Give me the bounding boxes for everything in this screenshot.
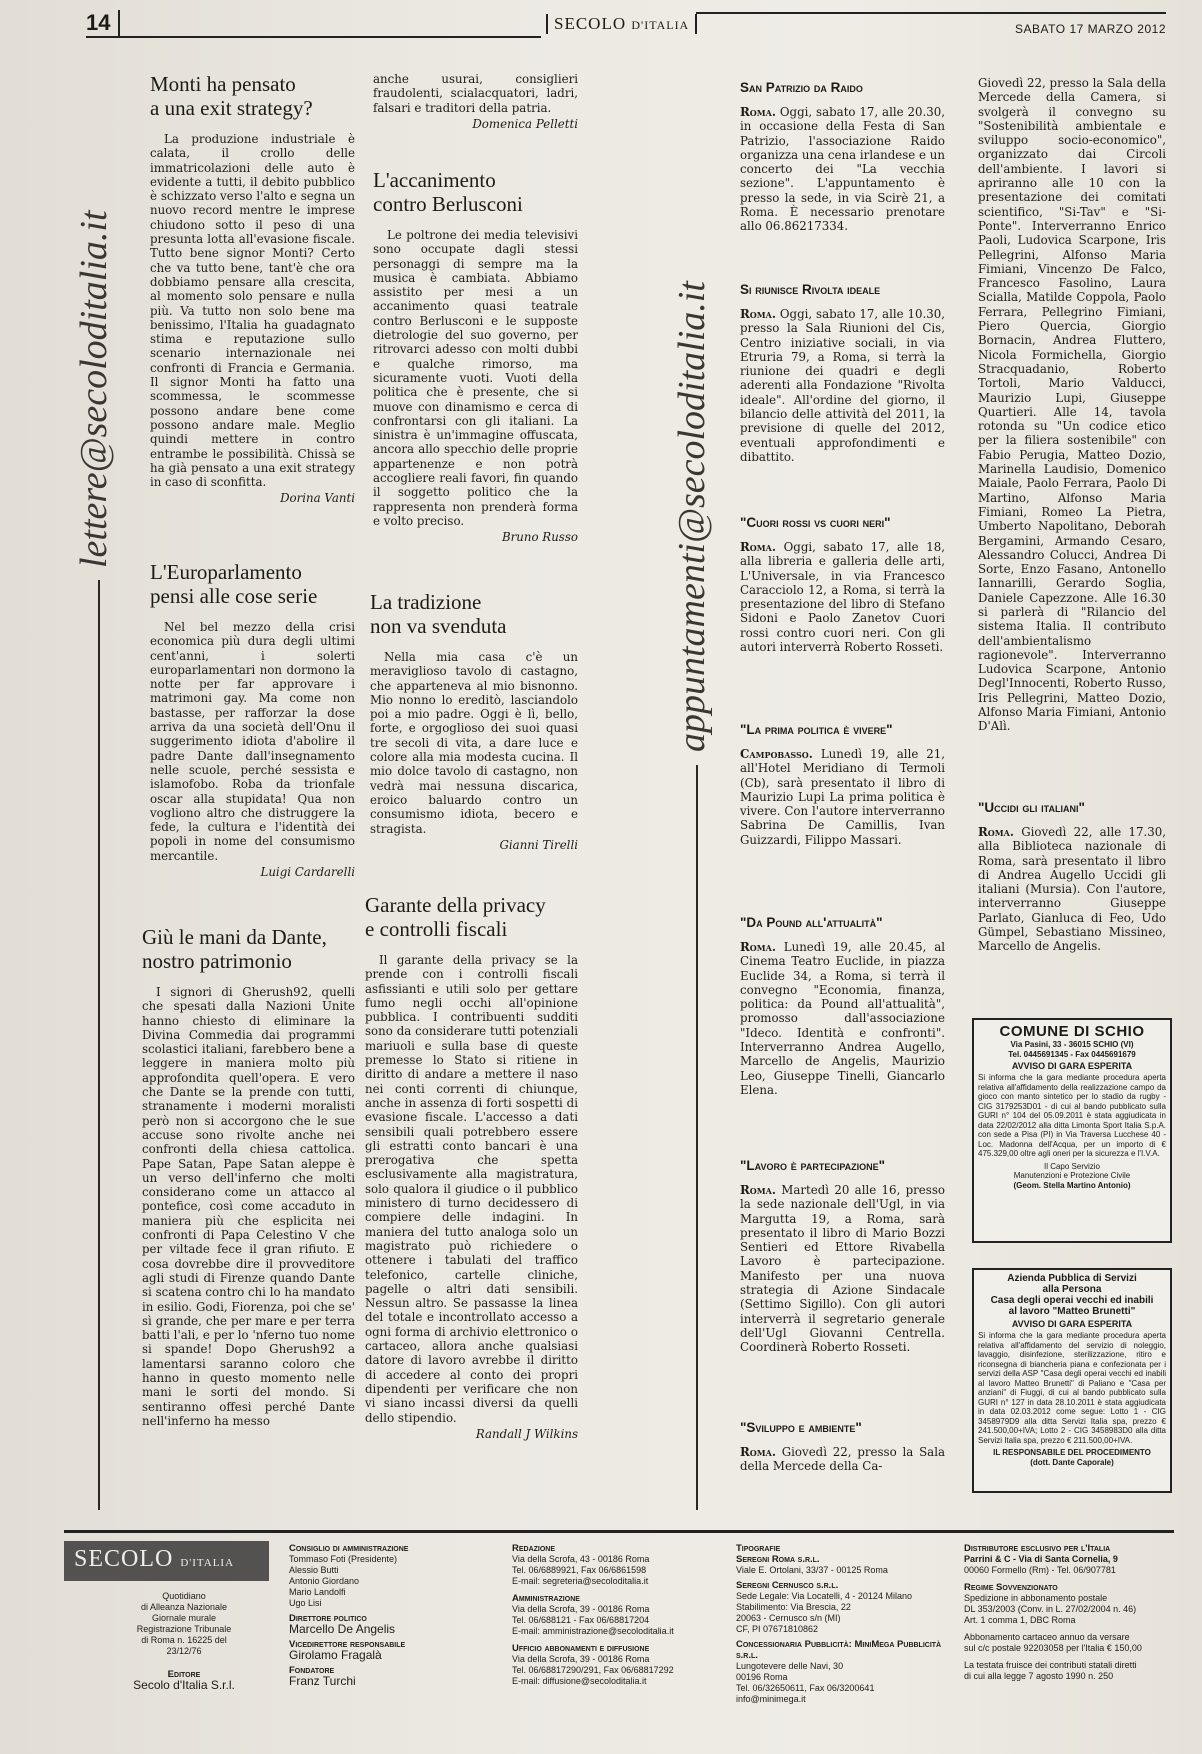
event-title: "Lavoro è partecipazione" [740, 1158, 886, 1173]
ad-body: Si informa che la gara mediante procedura aperta relativa all'affidamento della realizzazione campo da gioco con manto sintetico per lo stadio da rugby - CIG 3179253D01 - di cui al bando pubblicato sulla GURI n° 104 del 05.09.2011 è stata aggiudicata in data 22/02/2012 alla ditta Limonta Sport Italia S.p.A. con sede a Pisa (PI) in Via Traversa Lucchese 40 - Loc. Madonna dell'Acqua, per un importo di € 475.329,00 oltre agli oneri per la sicurezza e l'I.V.A. [978, 1073, 1166, 1158]
article-body: La produzione industriale è calata, il crollo delle immatricolazioni delle auto è evidente a tutti, il debito pubblico è schizzato verso l'alto e segna un nuovo record mentre le imprese chiudono sotto il peso di una presunta lotta all'evasione fiscale. Tutto bene signor Monti? Certo che va tutto bene, tant'è che ora dobbiamo pensare alla crescita, al momento solo pensare e nulla più. Va tutto non solo bene ma benissimo, l'Italia ha guadagnato stima e reputazione sullo scenario internazionale nei confronti di Francia e Germania. Il signor Monti ha fatto una scommessa, le scommesse possono andare bene come possono andare male. Meglio quindi mettere in contro entrambe le possibilità. Chissà se ha già pensato a una exit strategy in caso di sconfitta. [150, 132, 355, 490]
event-city: Roma. [740, 307, 776, 321]
article-title: La tradizione non va svenduta [370, 590, 507, 638]
article-signature: Bruno Russo [501, 530, 578, 545]
header-rule-left [116, 36, 541, 38]
ad-comune-schio [972, 1018, 1172, 1243]
events-email-banner: appuntamenti@secoloditalia.it [671, 281, 713, 752]
event-body: Giovedì 22, alle 17.30, alla Biblioteca nazionale di Roma, sarà presentato il libro di Andrea Augello Uccidi gli italiani (Mursia). Con l'autore, interverranno Giuseppe Parlato, Gianluca di Feo, Udo Gümpel, Sebastiano Missineo, Marcello de Angelis. [978, 825, 1166, 954]
event-item [740, 515, 945, 654]
ad-address: Via Pasini, 33 - 36015 SCHIO (VI) [1010, 1040, 1134, 1049]
ad-casa-brunetti [972, 1268, 1172, 1493]
letters-rule [98, 580, 100, 1510]
article-title: Monti ha pensato a una exit strategy? [150, 72, 313, 120]
ad-sign: Il Capo Servizio [1043, 1161, 1101, 1171]
event-city: Campobasso. [740, 747, 813, 761]
event-body: Lunedì 19, alle 20.45, al Cinema Teatro Euclide, in piazza Euclide 34, a Roma, si terrà il convegno "Economia, finanza, politica: da Pound all'attualità", promosso dall'associazione "Ideco. Identità e confronti". Interverranno Andrea Augello, Marcello de Angelis, Maurizio Leo, Giuseppe Tinelli, Giancarlo Elena. [740, 940, 945, 1097]
ad-phone: Tel. 0445691345 - Fax 0445691679 [1008, 1049, 1136, 1059]
ad-title: alla Persona [1042, 1284, 1102, 1295]
ad-title: al lavoro "Matteo Brunetti" [1008, 1306, 1136, 1317]
article-title: L'accanimento contro Berlusconi [373, 168, 523, 216]
ad-sign: IL RESPONSABILE DEL PROCEDIMENTO [993, 1448, 1151, 1457]
ad-subtitle: AVVISO DI GARA ESPERITA [1011, 1319, 1133, 1329]
event-item-continued [978, 76, 1166, 774]
event-item [740, 915, 945, 1097]
article-signature: Dorina Vanti [280, 491, 355, 506]
event-body: Lunedì 19, alle 21, all'Hotel Meridiano di Termoli (Cb), sarà presentato il libro di Maurizio Lupi La prima politica è vivere. Con l'autore interverranno Sabrina De Camillis, Ivan Guizzardi, Filippo Massari. [740, 747, 946, 847]
event-item [740, 80, 945, 234]
issue-date: SABATO 17 MARZO 2012 [1015, 22, 1166, 36]
event-item [740, 282, 945, 464]
footer-board: Consiglio di amministrazione Tommaso Foti (Presidente) Alessio Butti Antonio Giordano Mario Landolfi Ugo Lisi Direttore politico Marcello De Angelis Vicedirettore responsabile Girolamo Fragalà Fondatore Franz Turchi [289, 1543, 409, 1688]
event-item [740, 1420, 945, 1488]
event-city: Roma. [740, 1445, 776, 1459]
event-body: Oggi, sabato 17, alle 10.30, presso la Sala Riunioni del Cis, Centro iniziative sociali, in via Etruria 79, a Roma, si terrà la riunione dei quadri e degli aderenti alla Fondazione "Rivolta ideale". All'ordine del giorno, il bilancio delle attività del 2011, la previsione di quelle del 2012, eventuali approfondimenti e dibattito. [740, 307, 946, 464]
article-title: L'Europarlamento pensi alle cose serie [150, 560, 318, 608]
article-signature: Gianni Tirelli [499, 837, 578, 852]
article-signature: Luigi Cardarelli [260, 865, 355, 880]
events-rule [696, 765, 698, 1510]
event-body: Oggi, sabato 17, alle 20.30, in occasione della Festa di San Patrizio, l'associazione Raido organizza una cena irlandese e un concerto dei "La vecchia sezione". L'appuntamento è presso la sede, in via Scirè 21, a Roma. È necessario prenotare allo 06.86217334. [740, 105, 946, 234]
article-body: I signori di Gherush92, quelli che spesati dalla Nazioni Unite hanno chiesto di eliminare la Divina Commedia dai programmi scolastici italiani, farebbero bene a leggere in maniera molto più approfondita quell'opera. E vero che Dante se la prende con tutti, stranamente i moderni moralisti però non si accorgono che le sue accuse sono rivolte anche nei confronti della chiesa cattolica. Pape Satan, Pape Satan aleppe è un verso dell'inferno che molti considerano come un attacco al pontefice, così come accaduto in maniera più che esplicita nei confronti di Papa Celestino V che per viltade fece il gran rifiuto. E cosa dovrebbe dire il provveditore agli studi di Firenze quando Dante si scatena contro chi lo ha mandato in esilio. Godi, Fiorenza, poi che se' sì grande, che per mare e per terra batti l'ali, e per lo 'nferno tuo nome si spande! Dopo Gherush92 a lamentarsi saranno coloro che hanno in questo momento nelle mani le sorti del mondo. Si sentiranno offesi perché Dante nell'inferno ha messo [142, 985, 355, 1428]
article-usurai [373, 72, 578, 131]
article-title: Giù le mani da Dante, nostro patrimonio [142, 925, 327, 973]
article-body: anche usurai, consiglieri fraudolenti, scialacquatori, ladri, falsari e traditori della patria. [373, 72, 578, 115]
ad-title: Azienda Pubblica di Servizi [1007, 1273, 1137, 1284]
ad-subtitle: AVVISO DI GARA ESPERITA [1011, 1061, 1133, 1071]
letters-email-banner: lettere@secoloditalia.it [73, 210, 115, 568]
article-body: Nella mia casa c'è un meraviglioso tavolo di castagno, che apparteneva al mio bisnonno. Mio nonno lo ereditò, lasciandolo poi a mio padre. Oggi è lì, bello, forte, e orgoglioso dei suoi quasi tre secoli di vita, a dare luce e colore alla mia modesta cucina. Il mio dolce tavolo di castagno, non vedrà mai nessuna discarica, eroico baluardo contro un consumismo idiota, becero e stragista. [370, 650, 578, 836]
event-city: Roma. [740, 940, 776, 954]
event-item [740, 1158, 945, 1355]
event-city: Roma. [740, 105, 776, 119]
ad-title: Casa degli operai vecchi ed inabili [990, 1295, 1154, 1306]
event-title: "La prima politica è vivere" [740, 722, 893, 737]
ad-sign: (dott. Dante Caporale) [1030, 1457, 1114, 1467]
article-berlusconi [373, 168, 578, 545]
article-privacy [365, 893, 578, 1441]
article-body: Le poltrone dei media televisivi sono occupate dagli stessi personaggi di sempre ma la musica è cambiata. Abbiamo assistito per mesi a un accanimento quasi teatrale contro Berlusconi e le supposte dietrologie del suo governo, per ritrovarci adesso con molti dubbi e qualche rimorso, ma sicuramente vuoti. Vuoti della politica che è presente, che si muove con dinamismo e cerca di confrontarsi con gli italiani. La sinistra è un'immagine offuscata, ancora allo specchio delle proprie appartenenze e non potrà accogliere reali favori, fin quando il soggetto politico che la rappresenta non prenderà forma e volto preciso. [373, 228, 578, 528]
ad-sign: Manutenzioni e Protezione Civile [1013, 1171, 1131, 1180]
event-title: "Uccidi gli italiani" [978, 800, 1085, 815]
article-tradizione [370, 590, 578, 852]
article-signature: Randall J Wilkins [475, 1426, 578, 1441]
footer-distribution: Distributore esclusivo per l'Italia Parrini & C - Via di Santa Cornelia, 9 00060 Formello (Rm) - Tel. 06/907781 Regime Sovvenzionato Spedizione in abbonamento postale DL 353/2003 (Conv. in L. 27/02/2004 n. 46) Art. 1 comma 1, DBC Roma Abbonamento cartaceo annuo da versare sul c/c postale 92203058 per l'Italia € 150,00 La testata fruisce dei contributi statali diretti di cui alla legge 7 agosto 1990 n. 250 [964, 1543, 1142, 1681]
article-signature: Domenica Pelletti [472, 116, 578, 131]
event-item [978, 800, 1166, 954]
footer-printers: Tipografie Seregni Roma s.r.l. Viale E. Ortolani, 33/37 - 00125 Roma Seregni Cernusco s.r.l. Sede Legale: Via Locatelli, 4 - 20124 Milano Stabilimento: Via Brescia, 22 20063 - Cernusco s/n (MI) CF, PI 07671810862 Concessionaria Pubblicità: MiniMega Pubblicità s.r.l. Lungotevere delle Navi, 30 00196 Roma Tel. 06/32650611, Fax 06/3200641 info@minimega.it [736, 1543, 942, 1704]
article-body: Il garante della privacy se la prende con i controlli fiscali asfissianti e utili solo per gettare fumo negli occhi all'opinione pubblica. I contribuenti sudditi sono da considerare tutti potenziali mariuoli e sulla base di queste premesse lo Stato si ritiene in diritto di andare a mettere il naso nei conti correnti di chiunque, anche in assenza di forti sospetti di evasione fiscale. L'accesso a dati sensibili quali potrebbero essere gli estratti conto bancari è una prerogativa che spetta esclusivamente alla magistratura, solo qualora il giudice o il pubblico ministero di turno decidessero di compiere delle indagini. In maniera del tutto analoga solo un magistrato può richiedere o ottenere i tabulati del traffico telefonico, cartelle cliniche, pagelle o altri dati sensibili. Nessun altro. Se passasse la linea del totale e incontrollato accesso a ogni forma di archivio elettronico o cartaceo, allora anche qualsiasi datore di lavoro avrebbe il diritto di accedere al conto dei propri dipendenti per verificare che non vi siano incassi diversi da quelli dello stipendio. [365, 953, 578, 1425]
page-number: 14 [86, 10, 120, 38]
ad-sign: (Geom. Stella Martino Antonio) [1013, 1180, 1131, 1190]
page-header [86, 10, 1166, 38]
event-title: "Sviluppo e ambiente" [740, 1420, 862, 1435]
event-body: Martedì 20 alle 16, presso la sede nazionale dell'Ugl, in via Margutta 19, a Roma, sarà presentato il libro di Mario Bozzi Sentieri ed Ettore Rivabella Lavoro è partecipazione. Manifesto per una nuova strategia di Azione Sindacale (Settimo Sigillo). Con gli autori interverrà il segretario generale dell'Ugl Giovanni Centrella. Coordinerà Roberto Rosseti. [740, 1183, 946, 1355]
footer-description: Quotidiano di Alleanza Nazionale Giornale murale Registrazione Tribunale di Roma n. 16225 del 23/12/76 Editore Secolo d'Italia S.r.l. [133, 1591, 235, 1692]
article-europarlamento [150, 560, 355, 879]
article-monti [150, 72, 355, 506]
event-title: "Cuori rossi vs cuori neri" [740, 515, 891, 530]
event-title: "Da Pound all'attualità" [740, 915, 883, 930]
footer-offices: Redazione Via della Scrofa, 43 - 00186 Roma Tel. 06/6889921, Fax 06/6861598 E-mail: segreteria@secoloditalia.it Amministrazione Via della Scrofa, 39 - 00186 Roma Tel. 06/688121 - Fax 06/68817204 E-mail: amministrazione@secoloditalia.it Ufficio abbonamenti e diffusione Via della Scrofa, 39 - 00186 Roma Tel. 06/68817290/291, Fax 06/68817292 E-mail: diffusione@secoloditalia.it [512, 1543, 674, 1686]
event-city: Roma. [740, 1183, 776, 1197]
event-city: Roma. [740, 540, 776, 554]
event-body: Oggi, sabato 17, alle 18, alla libreria e galleria delle arti, L'Universale, in via Francesco Caracciolo 12, a Roma, si terrà la presentazione del libro di Stefano Sidoni e Paolo Zanetov Cuori rossi contro cuori neri. Con gli autori interverrà Roberto Rosseti. [740, 540, 946, 655]
footer-logo: SECOLO D'ITALIA [64, 1541, 269, 1581]
event-item [740, 722, 945, 847]
header-rule-right [696, 12, 1166, 14]
masthead: SECOLO D'ITALIA [546, 14, 697, 34]
ad-body: Si informa che la gara mediante procedura aperta relativa all'affidamento del servizio di noleggio, lavaggio, disinfezione, sterilizzazione, ritiro e riconsegna di biancheria piana e confezionata per i servizi della ASP "Casa degli operai vecchi ed inabili al lavoro Matteo Brunetti" di Paliano e "Casa per anziani" di Fiuggi, di cui al bando pubblicato sulla GURI n° 127 in data 28.10.2011 è stata aggiudicata in data 02.03.2012 come segue: Lotto 1 - CIG 3458979D9 alla ditta Servizi Italia spa, prezzo € 241.500,00+IVA; Lotto 2 - CIG 3458983D0 alla ditta Servizi Italia spa, prezzo € 211.500,00+IVA. [978, 1331, 1166, 1445]
article-title: Garante della privacy e controlli fiscali [365, 893, 546, 941]
event-body: Giovedì 22, presso la Sala della Mercede della Camera, si svolgerà il convegno su "Sostenibilità ambientale e sviluppo socio-economico", organizzato dai Circoli dell'ambiente. I lavori si apriranno alle 10 con la presentazione dei comitati scientifico, "Si-Tav" e "Si-Ponte". Interverranno Enrico Paoli, Ludovica Scarpone, Iris Pellegrini, Alfonso Maria Fimiani, Vincenzo De Falco, Francesco Fasolino, Laura Scialla, Matilde Coppola, Paolo Ferrara, Pellegrino Fimiani, Piero Quercia, Giorgio Bornacin, Andrea Fluttero, Nicola Formichella, Giorgio Stracquadanio, Roberto Tortoli, Mario Valducci, Maurizio Lupi, Giuseppe Quartieri. Alle 14, tavola rotonda su "Un codice etico per la filiera sostenibile" con Fabio Perugia, Matteo Dozio, Marinella Laudisio, Domenico Maiale, Paolo Ferrara, Paolo Di Martino, Alfonso Maria Fimiani, Romeo La Pietra, Umberto Napolitano, Deborah Bergamini, Armando Cesaro, Alessandro Colucci, Andrea Di Sorte, Enzo Fasano, Antonello Iannarilli, Gerardo Soglia, Daniele Capezzone. Alle 16.30 si parlerà di "Rilancio del sistema Italia. Il contributo dell'ambientalismo ragionevole". Interverranno Ludovica Scarpone, Antonio Degl'Innocenti, Roberto Russo, Iris Pellegrini, Matteo Dozio, Alfonso Maria Fimiani, Antonio D'Alì. [978, 76, 1166, 734]
event-title: Si riunisce Rivolta ideale [740, 282, 881, 297]
event-body-start: Giovedì 22, presso la Sala della Mercede della Ca- [740, 1445, 945, 1474]
event-title: San Patrizio da Raido [740, 80, 863, 95]
article-body: Nel bel mezzo della crisi economica più dura degli ultimi cent'anni, i solerti europarlamentari non dormono la notte per far approvare i matrimoni gay. Ma come non bastasse, per rafforzar la dose arriva da una società dell'Onu il suggerimento idiota d'abolire il padre Dante dall'insegnamento nelle scuole, perché sessista e islamofobo. Roba da trionfale oscar alla stupidata! Qua non vogliono altro che distruggere la fede, la cultura e l'identità dei popoli in nome del consumismo mercantile. [150, 620, 355, 863]
event-city: Roma. [978, 825, 1014, 839]
article-dante [142, 925, 355, 1428]
ad-title: COMUNE DI SCHIO [999, 1023, 1145, 1040]
colophon [64, 1530, 1174, 1704]
